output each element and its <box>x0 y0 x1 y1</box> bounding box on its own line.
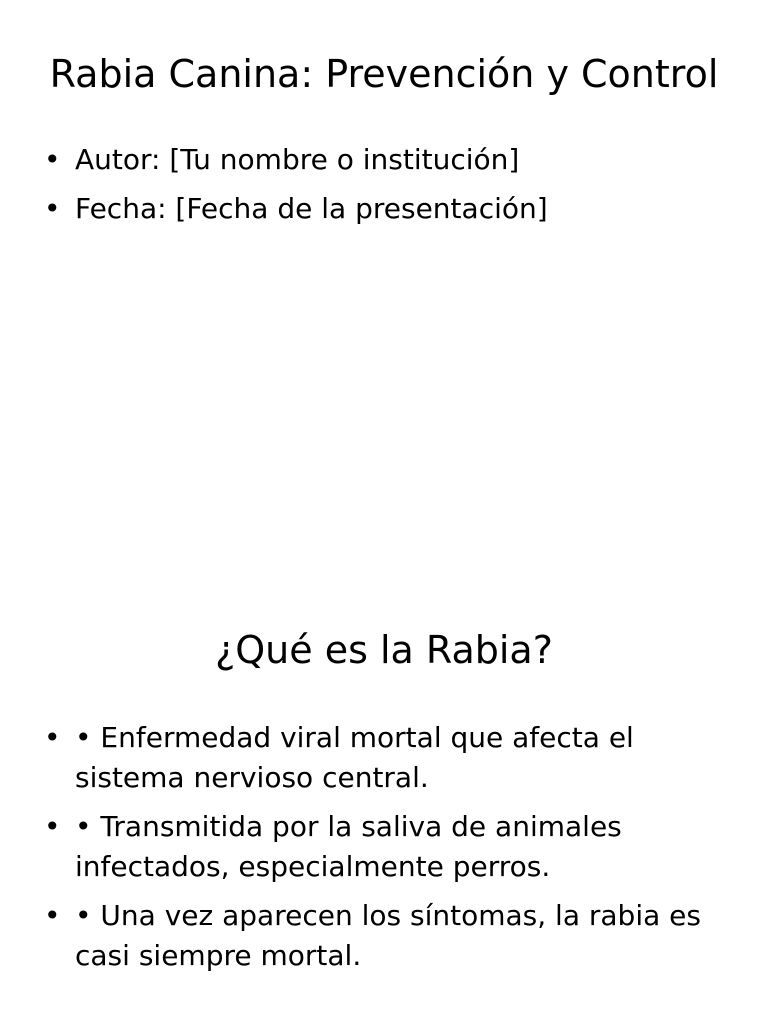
bullet-item <box>44 718 724 798</box>
bullet-marker: • <box>44 192 61 225</box>
slide-heading: ¿Qué es la Rabia? <box>215 628 553 672</box>
bullet-item-date <box>44 189 724 229</box>
bullet-item <box>44 896 724 976</box>
bullet-text: • Una vez aparecen los síntomas, la rabia es casi siempre mortal. <box>75 899 701 972</box>
bullet-item <box>44 807 724 887</box>
bullet-marker: • <box>44 721 61 754</box>
bullet-text: Fecha: [Fecha de la presentación] <box>75 192 548 225</box>
bullet-text: • Transmitida por la saliva de animales infectados, especialmente perros. <box>75 810 622 883</box>
bullet-text: • Enfermedad viral mortal que afecta el sistema nervioso central. <box>75 721 634 794</box>
slide-title-heading: Rabia Canina: Prevención y Control <box>49 52 719 96</box>
slide-title-bullet-list <box>44 140 724 238</box>
bullet-marker: • <box>44 899 61 932</box>
slide-bullet-list <box>44 718 724 985</box>
bullet-marker: • <box>44 810 61 843</box>
bullet-marker: • <box>44 143 61 176</box>
bullet-text: Autor: [Tu nombre o institución] <box>75 143 520 176</box>
bullet-item-author <box>44 140 724 180</box>
slide-what-is-rabies <box>0 576 768 1024</box>
